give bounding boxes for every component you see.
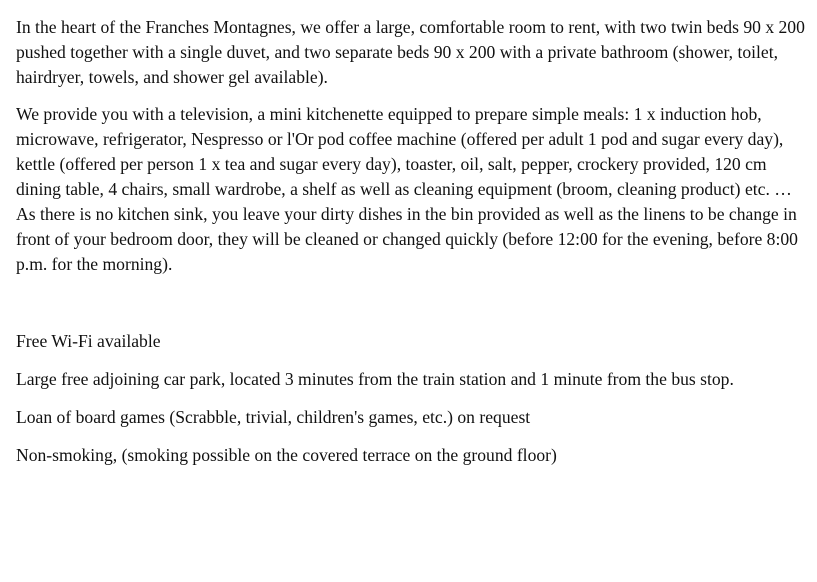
paragraph-kitchenette-amenities: We provide you with a television, a mini kitchenette equipped to prepare simple meals: 1 x induction hob, microwave, refrigerator, Nespresso or l'Or pod coffee machine (offered per adult 1 pod and sugar every day), kettle (offered per person 1 x tea and sugar every day), toaster, oil, salt, pepper, crockery provided, 120 cm dining table, 4 chairs, small wardrobe, a shelf as well as cleaning equipment (broom, cleaning product) etc. … As there is no kitchen sink, you leave your dirty dishes in the bin provided as well as the linens to be change in front of your bedroom door, they will be cleaned or changed quickly (before 12:00 for the evening, before 8:00 p.m. for the morning).	[16, 104, 798, 274]
document-body	[16, 15, 806, 468]
paragraph-board-games: Loan of board games (Scrabble, trivial, children's games, etc.) on request	[16, 407, 531, 427]
paragraph-room-description: In the heart of the Franches Montagnes, we offer a large, comfortable room to rent, with two twin beds 90 x 200 pushed together with a single duvet, and two separate beds 90 x 200 with a private bathroom (shower, toilet, hairdryer, towels, and shower gel available).	[16, 17, 805, 87]
paragraph-car-park: Large free adjoining car park, located 3 minutes from the train station and 1 minute from the bus stop.	[16, 369, 734, 389]
paragraph-non-smoking: Non-smoking, (smoking possible on the covered terrace on the ground floor)	[16, 445, 557, 465]
paragraph-wifi: Free Wi-Fi available	[16, 331, 161, 351]
paragraph-spacer	[16, 277, 806, 329]
